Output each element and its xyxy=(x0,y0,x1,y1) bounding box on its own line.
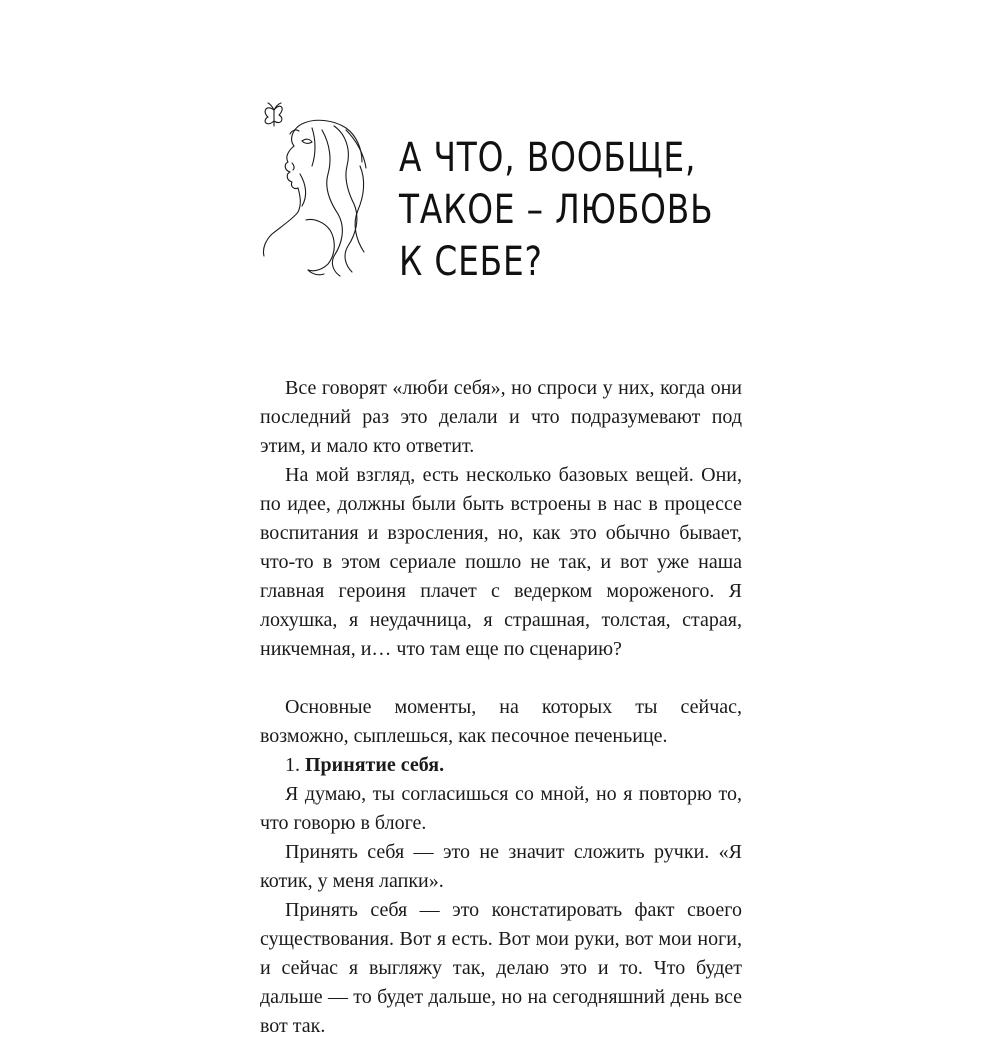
chapter-title xyxy=(399,132,714,288)
woman-butterfly-line-illustration xyxy=(252,100,384,280)
paragraph-basic-things: На мой взгляд, есть несколько базовых вещей. Они, по идее, должны были быть встроены в нас в процессе воспитания и взросления, но, как это обычно бывает, что-то в этом сериале пошло не так, и вот уже наша главная героиня плачет с ведерком мороженого. Я лохушка, я неудачница, я страшная, толстая, старая, никчемная, и… что там еще по сценарию? xyxy=(260,464,742,660)
woman-shoulder-outline xyxy=(306,219,334,274)
paragraph-blog: Я думаю, ты согласишься со мной, но я повторю то, что говорю в блоге. xyxy=(260,783,742,834)
paragraph-love-yourself: Все говорят «люби себя», но спроси у них, когда они последний раз это делали и что подразумевают под этим, и мало кто ответит. xyxy=(260,377,742,457)
butterfly-icon xyxy=(265,103,282,126)
woman-face-outline xyxy=(263,120,362,256)
paragraph-main-points: Основные моменты, на которых ты сейчас, возможно, сыплешься, как песочное печеньице. xyxy=(260,696,742,747)
paragraph-accept-not-fold-hands: Принять себя — это не значит сложить ручки. «Я котик, у меня лапки». xyxy=(260,841,742,892)
list-item-heading: Принятие себя. xyxy=(305,754,445,776)
paragraph-accept-existence: Принять себя — это констатировать факт своего существования. Вот я есть. Вот мои руки, вот мои ноги, и сейчас я выгляжу так, делаю это и то. Что будет дальше — то будет дальше, но на сегодняшний день все вот так. xyxy=(260,899,742,1037)
woman-hair-outline xyxy=(312,126,366,276)
chapter-title-line-3: К СЕБЕ? xyxy=(399,239,543,285)
chapter-title-line-1: А ЧТО, ВООБЩЕ, xyxy=(399,135,697,181)
list-item-self-acceptance xyxy=(260,751,742,780)
list-item-number: 1. xyxy=(285,754,300,776)
paragraph-gap xyxy=(260,664,742,693)
chapter-title-line-2: ТАКОЕ – ЛЮБОВЬ xyxy=(399,187,714,233)
body-text xyxy=(260,374,742,1041)
